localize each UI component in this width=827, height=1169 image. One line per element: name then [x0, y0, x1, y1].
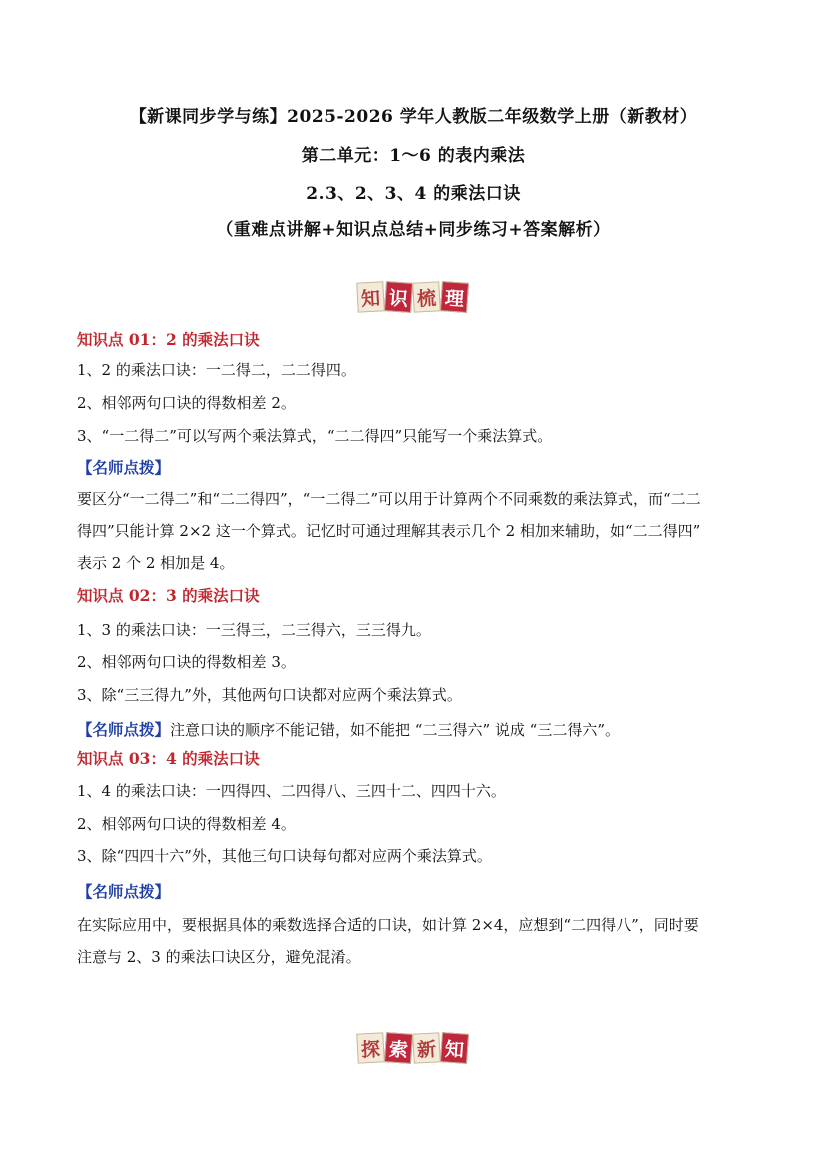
kp3-item: 2、相邻两句口诀的得数相差 4。	[77, 815, 296, 833]
banner-char: 理	[440, 281, 469, 313]
lesson-subtitle: （重难点讲解+知识点总结+同步练习+答案解析）	[216, 220, 611, 240]
kp2-tip-label: 【名师点拨】	[77, 720, 171, 739]
kp2-item: 3、除“三三得九”外，其他两句口诀都对应两个乘法算式。	[77, 686, 462, 704]
banner-char: 新	[412, 1032, 441, 1063]
banner-char: 识	[384, 281, 413, 313]
kp2-tip	[77, 718, 620, 740]
kp3-tip-line: 注意与 2、3 的乘法口诀区分，避免混淆。	[77, 948, 361, 966]
kp2-item: 2、相邻两句口诀的得数相差 3。	[77, 653, 296, 671]
explore-new-knowledge-banner	[357, 1033, 468, 1065]
kp1-item: 2、相邻两句口诀的得数相差 2。	[77, 394, 296, 412]
lesson-title: 2.3、2、3、4 的乘法口诀	[306, 184, 521, 204]
kp3-item: 1、4 的乘法口诀：一四得四、二四得八、三四十二、四四十六。	[77, 782, 506, 800]
kp3-heading: 知识点 03：4 的乘法口诀	[77, 749, 260, 768]
kp2-tip-text: 注意口诀的顺序不能记错，如不能把 “二三得六” 说成 “三二得六”。	[170, 721, 620, 739]
kp1-tip-line: 得四”只能计算 2×2 这一个算式。记忆时可通过理解其表示几个 2 相加来辅助，如“二二得四”	[77, 522, 701, 540]
kp1-item: 1、2 的乘法口诀：一二得二，二二得四。	[77, 361, 356, 379]
kp1-item: 3、“一二得二”可以写两个乘法算式，“二二得四”只能写一个乘法算式。	[77, 427, 553, 445]
kp3-tip-label: 【名师点拨】	[77, 882, 171, 901]
banner-char: 探	[356, 1032, 385, 1063]
kp1-tip-line: 表示 2 个 2 相加是 4。	[77, 554, 235, 572]
kp3-item: 3、除“四四十六”外，其他三句口诀每句都对应两个乘法算式。	[77, 847, 492, 865]
kp1-tip-line: 要区分“一二得二”和“二二得四”，“一二得二”可以用于计算两个不同乘数的乘法算式，而“二二	[77, 490, 701, 508]
kp2-item: 1、3 的乘法口诀：一三得三，二三得六，三三得九。	[77, 621, 431, 639]
kp1-heading: 知识点 01：2 的乘法口诀	[77, 330, 260, 349]
banner-char: 知	[440, 1032, 469, 1064]
unit-title: 第二单元：1～6 的表内乘法	[301, 146, 526, 166]
banner-char: 索	[384, 1032, 413, 1064]
kp3-tip-line: 在实际应用中，要根据具体的乘数选择合适的口诀，如计算 2×4，应想到“二四得八”，同时要	[77, 916, 699, 934]
banner-char: 梳	[412, 281, 441, 312]
kp2-heading: 知识点 02：3 的乘法口诀	[77, 586, 260, 605]
banner-char: 知	[356, 281, 385, 312]
kp1-tip-label: 【名师点拨】	[77, 458, 171, 477]
document-title: 【新课同步学与练】2025-2026 学年人教版二年级数学上册（新教材）	[129, 107, 698, 127]
knowledge-review-banner	[357, 282, 468, 314]
